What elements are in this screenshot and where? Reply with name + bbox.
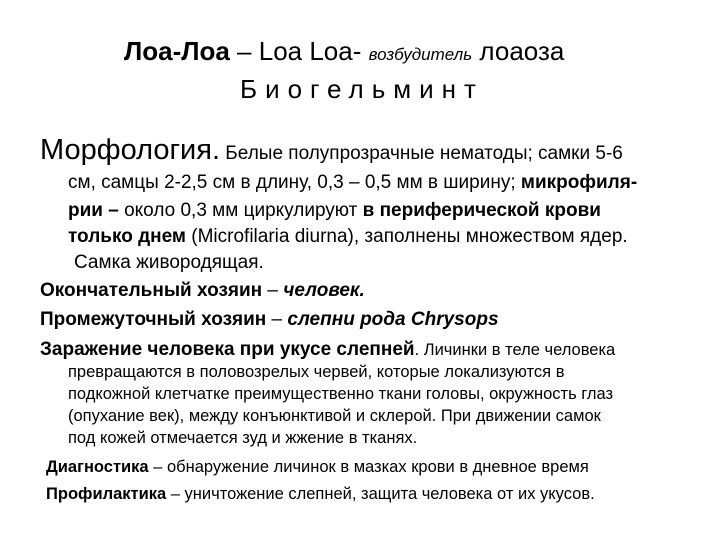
definitive-host-label: Окончательный хозяин [40,280,263,301]
morphology-line2 [68,172,637,194]
infection-line4: (опухание век), между конъюнктивой и склерой. При движении самок [68,407,601,425]
prevention-label: Профилактика [46,485,167,503]
morphology-line4-bold: только днем [68,226,186,247]
intermediate-host-sep: – [266,309,288,330]
morphology-heading [40,134,623,167]
diagnostics [46,458,589,477]
diagnostics-label: Диагностика [46,458,149,476]
infection-line1-rest: . Личинки в теле человека [414,341,616,359]
title-disease: лоаоза [472,36,565,66]
slide-subtitle: Биогельминт [240,74,484,104]
morphology-line3-text: около 0,3 мм циркулируют [118,200,363,221]
infection-line1 [40,339,615,361]
morphology-line4-text: (Microfilaria diurna), заполнены множеством ядер. [186,226,628,247]
morphology-line4 [68,226,628,248]
title-name: Лоа-Лоа [124,36,230,66]
definitive-host-sep: – [262,280,284,301]
morphology-line1: Белые полупрозрачные нематоды; самки 5-6 [220,143,623,164]
prevention [46,485,595,504]
intermediate-host [40,309,499,331]
morphology-line2-bold: микрофиля- [520,172,638,193]
morphology-line5: Самка живородящая. [74,252,264,273]
infection-label: Заражение человека при укусе слепней [40,339,415,360]
morphology-label: Морфология. [40,134,221,166]
diagnostics-text: – обнаружение личинок в мазках крови в дневное время [148,458,589,476]
intermediate-host-label: Промежуточный хозяин [40,309,267,330]
morphology-line3 [68,200,601,222]
intermediate-host-value: слепни рода Chrysops [287,309,499,330]
morphology-line3-bold2: в периферической крови [362,200,601,221]
title-latin: – Loa Loa- [229,36,369,66]
prevention-text: – уничтожение слепней, защита человека от их укусов. [166,485,595,503]
morphology-line3-bold1: рии – [68,200,119,221]
definitive-host [40,280,365,302]
infection-line3: подкожной клетчатке преимущественно ткани головы, окружность глаз [68,385,614,403]
infection-line2: превращаются в половозрелых червей, которые локализуются в [68,363,565,381]
title-pathogen: возбудитель [368,45,473,64]
definitive-host-value: человек. [283,280,365,301]
infection-line5: под кожей отмечается зуд и жжение в тканях. [68,429,418,447]
morphology-line2-text: см, самцы 2-2,5 см в длину, 0,3 – 0,5 мм в ширину; [68,172,521,193]
slide-title [124,36,564,67]
